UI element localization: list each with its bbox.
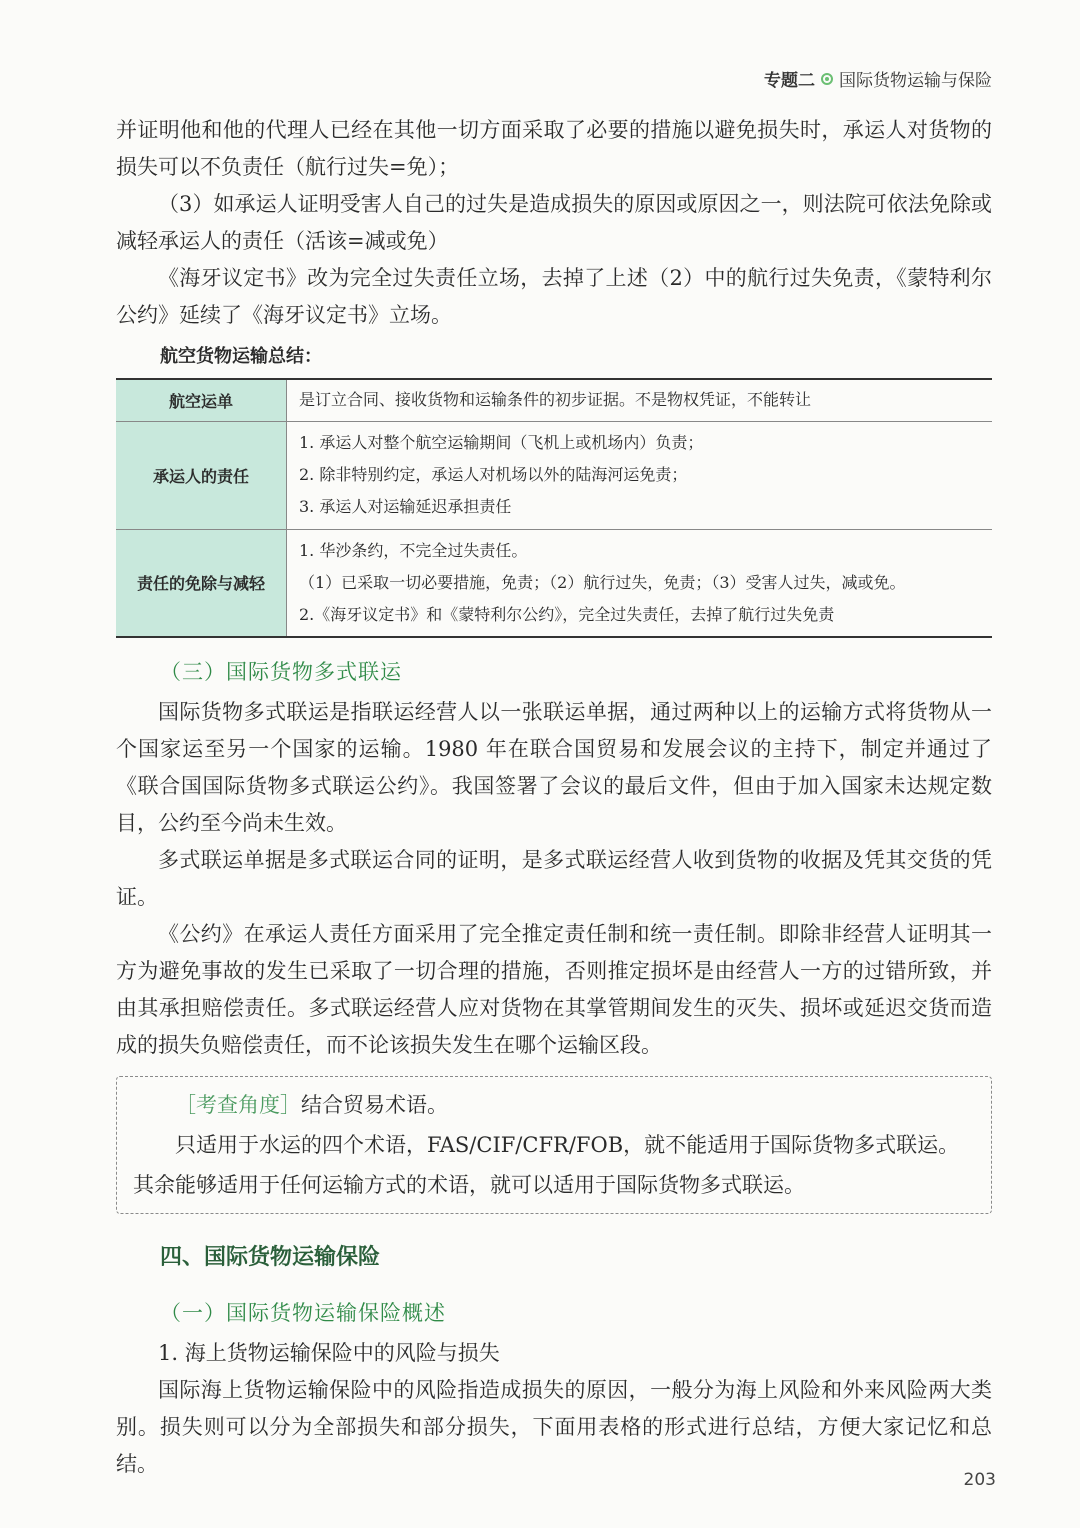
paragraph: 并证明他和他的代理人已经在其他一切方面采取了必要的措施以避免损失时，承运人对货物的损失可以不负责任（航行过失=免）； bbox=[116, 118, 992, 179]
paragraph: 《公约》在承运人责任方面采用了完全推定责任制和统一责任制。即除非经营人证明其一方为避免事故的发生已采取了一切合理的措施，否则推定损坏是由经营人一方的过错所致，并由其承担赔偿责任。多式联运经营人应对货物在其掌管期间发生的灭失、损坏或延迟交货而造成的损失负赔偿责任，而不论该损失发生在哪个运输区段。 bbox=[116, 922, 992, 1057]
table-row bbox=[116, 379, 992, 421]
header-topic: 专题二 bbox=[764, 71, 815, 91]
row-line: 2.《海牙议定书》和《蒙特利尔公约》，完全过失责任，去掉了航行过失免责 bbox=[299, 604, 835, 624]
row-content bbox=[287, 379, 993, 421]
paragraph: （3）如承运人证明受害人自己的过失是造成损失的原因或原因之一，则法院可依法免除或减轻承运人的责任（活该=减或免） bbox=[116, 192, 992, 253]
circle-bullet-icon bbox=[821, 73, 833, 85]
exam-note-box bbox=[116, 1076, 992, 1214]
row-line: 1. 华沙条约，不完全过失责任。 bbox=[299, 540, 528, 560]
section-subtitle: （一）国际货物运输保险概述 bbox=[160, 1301, 446, 1325]
air-summary-heading: 航空货物运输总结： bbox=[160, 346, 322, 367]
row-line: 是订立合同、接收货物和运输条件的初步证据。不是物权凭证，不能转让 bbox=[299, 390, 812, 410]
paragraph: 《海牙议定书》改为完全过失责任立场，去掉了上述（2）中的航行过失免责，《蒙特利尔公约》延续了《海牙议定书》立场。 bbox=[116, 266, 992, 327]
running-header bbox=[764, 66, 992, 91]
note-line: 其余能够适用于任何运输方式的术语，就可以适用于国际货物多式联运。 bbox=[133, 1173, 805, 1197]
note-tag: ［考查角度］ bbox=[175, 1093, 301, 1117]
paragraph: 国际海上货物运输保险中的风险指造成损失的原因，一般分为海上风险和外来风险两大类别。损失则可以分为全部损失和部分损失，下面用表格的形式进行总结，方便大家记忆和总结。 bbox=[116, 1378, 992, 1476]
row-line: （1）已采取一切必要措施，免责；（2）航行过失，免责；（3）受害人过失，减或免。 bbox=[299, 572, 906, 592]
paragraph: 多式联运单据是多式联运合同的证明，是多式联运经营人收到货物的收据及凭其交货的凭证。 bbox=[116, 848, 992, 909]
row-content bbox=[287, 421, 993, 529]
page-number: 203 bbox=[963, 1470, 996, 1490]
note-line: 只适用于水运的四个术语，FAS/CIF/CFR/FOB，就不能适用于国际货物多式联运。 bbox=[175, 1133, 960, 1157]
note-tag-line bbox=[133, 1085, 975, 1125]
section-subtitle: （三）国际货物多式联运 bbox=[160, 660, 402, 684]
table-row bbox=[116, 421, 992, 529]
row-line: 3. 承运人对运输延迟承担责任 bbox=[299, 497, 512, 516]
row-line: 2. 除非特别约定，承运人对机场以外的陆海河运免责； bbox=[299, 465, 688, 484]
page-content bbox=[116, 112, 992, 1483]
header-title: 国际货物运输与保险 bbox=[839, 71, 992, 91]
row-label: 承运人的责任 bbox=[116, 421, 287, 529]
row-label: 责任的免除与减轻 bbox=[116, 529, 287, 637]
air-summary-table bbox=[116, 378, 992, 638]
section-title: 四、国际货物运输保险 bbox=[160, 1245, 381, 1270]
note-tag-text: 结合贸易术语。 bbox=[301, 1093, 448, 1117]
row-label: 航空运单 bbox=[116, 379, 287, 421]
table-row bbox=[116, 529, 992, 637]
row-line: 1. 承运人对整个航空运输期间（飞机上或机场内）负责； bbox=[299, 433, 704, 452]
item-title: 1. 海上货物运输保险中的风险与损失 bbox=[158, 1341, 500, 1365]
paragraph: 国际货物多式联运是指联运经营人以一张联运单据，通过两种以上的运输方式将货物从一个国家运至另一个国家的运输。1980 年在联合国贸易和发展会议的主持下，制定并通过了《联合国国际货物多式联运公约》。我国签署了会议的最后文件，但由于加入国家未达规定数目，公约至今尚未生效。 bbox=[116, 700, 992, 835]
row-content bbox=[287, 529, 993, 637]
